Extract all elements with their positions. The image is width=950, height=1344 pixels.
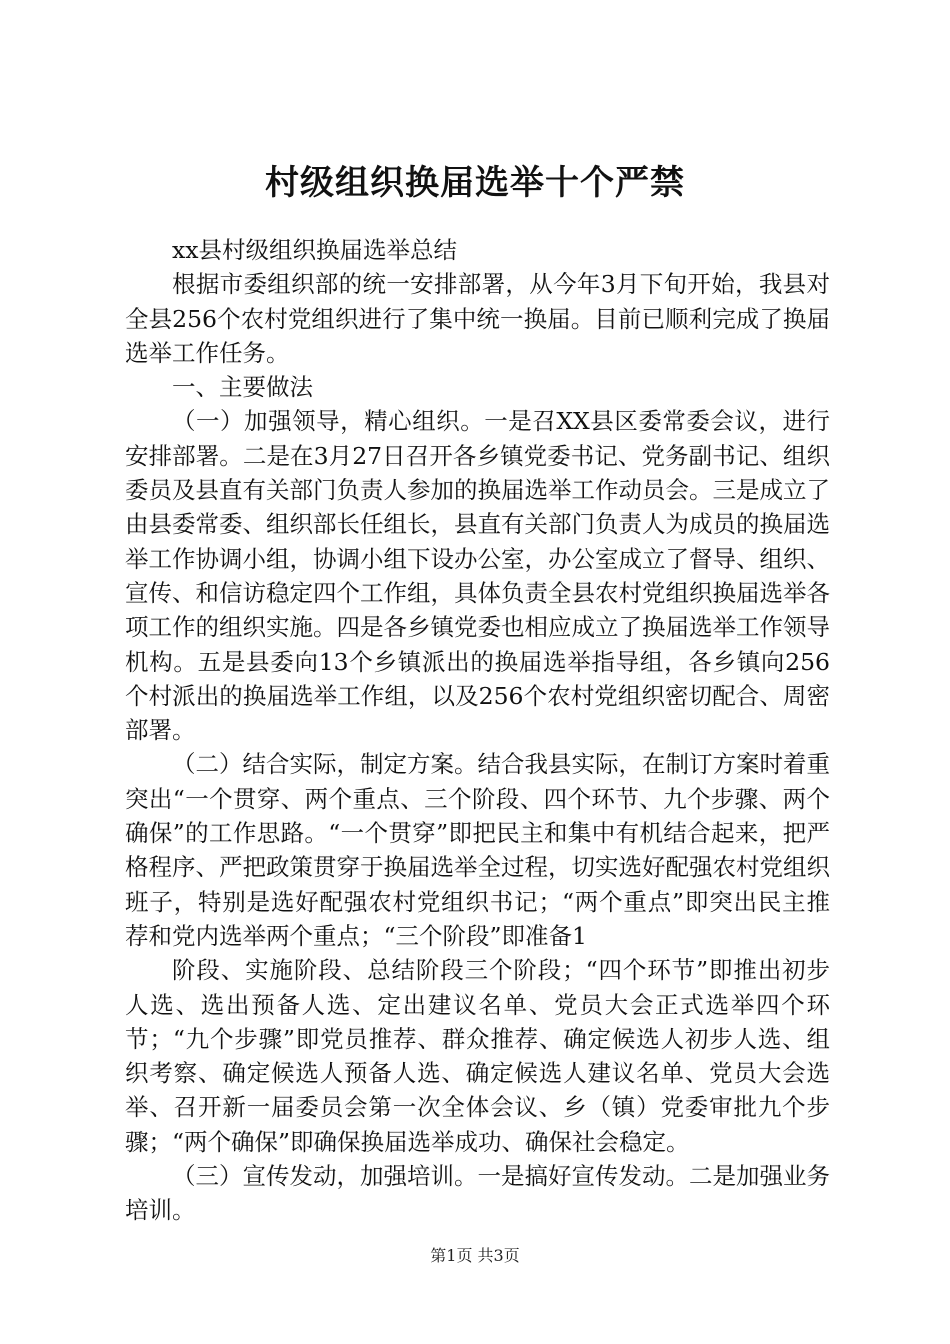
page-number-footer: 第1页 共3页 [430,1246,520,1265]
paragraph-leadership: （一）加强领导，精心组织。一是召XX县区委常委会议，进行安排部署。二是在3月27日召开各乡镇党委书记、党务副书记、组织委员及县直有关部门负责人参加的换届选举工作动员会。三是成立了由县委常委、组织部长任组长，县直有关部门负责人为成员的换届选举工作协调小组，协调小组下设办公室，办公室成立了督导、组织、宣传、和信访稳定四个工作组，具体负责全县农村党组织换届选举各项工作的组织实施。四是各乡镇党委也相应成立了换届选举工作领导机构。五是县委向13个乡镇派出的换届选举指导组，各乡镇向256个村派出的换届选举工作组，以及256个农村党组织密切配合、周密部署。 [125,407,830,745]
paragraph-subtitle: xx县村级组织换届选举总结 [172,236,458,264]
paragraph-plan: （二）结合实际，制定方案。结合我县实际，在制订方案时着重突出“一个贯穿、两个重点、三个阶段、四个环节、九个步骤、两个确保”的工作思路。“一个贯穿”即把民主和集中有机结合起来，把严格程序、严把政策贯穿于换届选举全过程，切实选好配强农村党组织班子，特别是选好配强农村党组织书记；“两个重点”即突出民主推荐和党内选举两个重点；“三个阶段”即准备1 [125,750,830,950]
paragraph-stages: 阶段、实施阶段、总结阶段三个阶段；“四个环节”即推出初步人选、选出预备人选、定出建议名单、党员大会正式选举四个环节；“九个步骤”即党员推荐、群众推荐、确定候选人初步人选、组织考察、确定候选人预备人选、确定候选人建议名单、党员大会选举、召开新一届委员会第一次全体会议、乡（镇）党委审批九个步骤；“两个确保”即确保换届选举成功、确保社会稳定。 [125,956,830,1156]
paragraph-training: （三）宣传发动，加强培训。一是搞好宣传发动。二是加强业务培训。 [125,1162,830,1225]
section-heading-main-practices: 一、主要做法 [172,373,313,402]
paragraph-intro: 根据市委组织部的统一安排部署，从今年3月下旬开始，我县对全县256个农村党组织进行了集中统一换届。目前已顺利完成了换届选举工作任务。 [125,270,830,367]
document-title: 村级组织换届选举十个严禁 [265,163,685,203]
document-body [125,233,830,1228]
